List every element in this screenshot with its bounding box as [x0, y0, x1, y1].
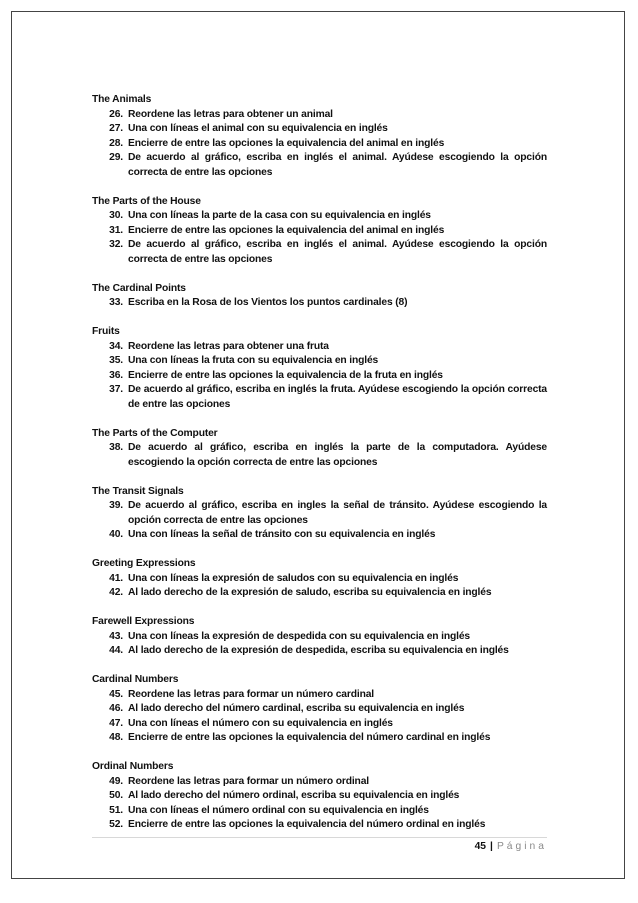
list-item — [92, 731, 547, 746]
item-number: 31. — [109, 224, 123, 236]
section-title: The Cardinal Points — [92, 282, 186, 294]
item-number: 50. — [109, 790, 123, 801]
section-title: Farewell Expressions — [92, 616, 195, 627]
list-item — [92, 340, 547, 355]
section — [92, 557, 547, 601]
item-text: Encierre de entre las opciones la equivalencia del número cardinal en inglés — [128, 732, 491, 743]
section-title: Ordinal Numbers — [92, 761, 174, 772]
instruction-list — [92, 108, 547, 181]
item-text: Escriba en la Rosa de los Vientos los puntos cardinales (8) — [128, 297, 408, 308]
item-number: 46. — [109, 703, 123, 714]
item-number: 29. — [109, 152, 123, 163]
section-title: Fruits — [92, 326, 120, 337]
item-text: Una con líneas la expresión de saludos con su equivalencia en inglés — [128, 572, 459, 584]
list-item — [92, 804, 547, 819]
item-text: Encierre de entre las opciones la equivalencia del animal en inglés — [128, 224, 445, 236]
section — [92, 195, 547, 268]
item-text: Reordene las letras para formar un número ordinal — [128, 775, 369, 787]
instruction-list — [92, 499, 547, 543]
item-number: 37. — [109, 384, 123, 395]
item-number: 51. — [109, 804, 123, 816]
list-item — [92, 586, 547, 601]
footer-divider — [92, 837, 547, 838]
item-text: De acuerdo al gráfico, escriba en inglés la fruta. Ayúdese escogiendo la opción correcta de entre las opciones — [128, 384, 547, 410]
item-number: 43. — [109, 630, 123, 642]
section-title: The Animals — [92, 94, 152, 105]
item-number: 39. — [109, 500, 123, 511]
footer-separator: | — [490, 841, 493, 852]
section-title: The Parts of the Computer — [92, 427, 218, 439]
item-text: Una con líneas la parte de la casa con su equivalencia en inglés — [128, 210, 431, 221]
section-title: The Parts of the House — [92, 195, 201, 207]
list-item — [92, 209, 547, 224]
item-number: 40. — [109, 529, 123, 540]
list-item — [92, 702, 547, 717]
instruction-list — [92, 630, 547, 659]
item-number: 44. — [109, 645, 123, 656]
list-item — [92, 224, 547, 239]
item-text: Encierre de entre las opciones la equivalencia del animal en inglés — [128, 137, 445, 149]
list-item — [92, 441, 547, 470]
item-text: De acuerdo al gráfico, escriba en inglés el animal. Ayúdese escogiendo la opción correcta de entre las opciones — [128, 152, 547, 178]
list-item — [92, 499, 547, 528]
section — [92, 93, 547, 180]
section-title: Cardinal Numbers — [92, 674, 179, 685]
item-text: Una con líneas el número con su equivalencia en inglés — [128, 717, 393, 729]
section — [92, 485, 547, 543]
section-title: Greeting Expressions — [92, 558, 196, 569]
item-number: 26. — [109, 108, 123, 120]
item-text: Una con líneas la fruta con su equivalencia en inglés — [128, 355, 379, 366]
list-item — [92, 688, 547, 703]
section-title: The Transit Signals — [92, 485, 184, 497]
section — [92, 325, 547, 412]
item-number: 33. — [109, 297, 123, 308]
section — [92, 427, 547, 471]
item-text: Reordene las letras para obtener una fruta — [128, 340, 329, 352]
item-number: 36. — [109, 369, 123, 381]
item-text: Al lado derecho del número ordinal, escriba su equivalencia en inglés — [128, 790, 460, 801]
list-item — [92, 296, 547, 311]
item-text: Una con líneas la expresión de despedida con su equivalencia en inglés — [128, 630, 470, 642]
instruction-list — [92, 688, 547, 746]
list-item — [92, 528, 547, 543]
list-item — [92, 354, 547, 369]
instruction-list — [92, 209, 547, 267]
item-text: Al lado derecho de la expresión de despedida, escriba su equivalencia en inglés — [128, 645, 509, 656]
item-number: 45. — [109, 688, 123, 700]
item-text: Encierre de entre las opciones la equivalencia de la fruta en inglés — [128, 369, 443, 381]
item-text: De acuerdo al gráfico, escriba en inglés el animal. Ayúdese escogiendo la opción correcta de entre las opciones — [128, 239, 547, 265]
item-number: 48. — [109, 732, 123, 743]
instruction-list — [92, 296, 547, 311]
item-text: Encierre de entre las opciones la equivalencia del número ordinal en inglés — [128, 819, 486, 830]
item-text: Una con líneas el número ordinal con su equivalencia en inglés — [128, 804, 429, 816]
item-number: 47. — [109, 717, 123, 729]
list-item — [92, 818, 547, 833]
page-word: Página — [496, 841, 547, 852]
list-item — [92, 775, 547, 790]
list-item — [92, 717, 547, 732]
item-number: 30. — [109, 210, 123, 221]
list-item — [92, 108, 547, 123]
list-item — [92, 122, 547, 137]
document-body — [92, 93, 547, 847]
list-item — [92, 630, 547, 645]
item-number: 42. — [109, 587, 123, 598]
list-item — [92, 644, 547, 659]
list-item — [92, 238, 547, 267]
item-number: 52. — [109, 819, 123, 830]
page-number: 45 — [474, 841, 487, 852]
item-number: 27. — [109, 123, 123, 134]
page-footer — [475, 840, 547, 854]
item-text: Reordene las letras para formar un número cardinal — [128, 688, 375, 700]
item-number: 35. — [109, 355, 123, 366]
item-text: Una con líneas la señal de tránsito con su equivalencia en inglés — [128, 529, 436, 540]
list-item — [92, 369, 547, 384]
item-number: 32. — [109, 239, 123, 250]
list-item — [92, 151, 547, 180]
list-item — [92, 789, 547, 804]
section — [92, 673, 547, 746]
item-text: Al lado derecho del número cardinal, escriba su equivalencia en inglés — [128, 703, 465, 714]
item-text: Una con líneas el animal con su equivalencia en inglés — [128, 123, 388, 134]
list-item — [92, 572, 547, 587]
item-number: 41. — [109, 572, 123, 584]
item-number: 38. — [109, 442, 123, 453]
list-item — [92, 137, 547, 152]
instruction-list — [92, 775, 547, 833]
item-number: 28. — [109, 137, 123, 149]
instruction-list — [92, 572, 547, 601]
section — [92, 760, 547, 833]
item-number: 49. — [109, 775, 123, 787]
item-text: De acuerdo al gráfico, escriba en ingles la señal de tránsito. Ayúdese escogiendo la opción correcta de entre las opciones — [128, 500, 547, 526]
section — [92, 615, 547, 659]
instruction-list — [92, 441, 547, 470]
item-text: Al lado derecho de la expresión de saludo, escriba su equivalencia en inglés — [128, 587, 492, 598]
item-number: 34. — [109, 340, 123, 352]
list-item — [92, 383, 547, 412]
instruction-list — [92, 340, 547, 413]
section — [92, 282, 547, 311]
item-text: De acuerdo al gráfico, escriba en inglés la parte de la computadora. Ayúdese escogiendo la opción correcta de entre las opciones — [128, 442, 547, 468]
item-text: Reordene las letras para obtener un animal — [128, 108, 333, 120]
